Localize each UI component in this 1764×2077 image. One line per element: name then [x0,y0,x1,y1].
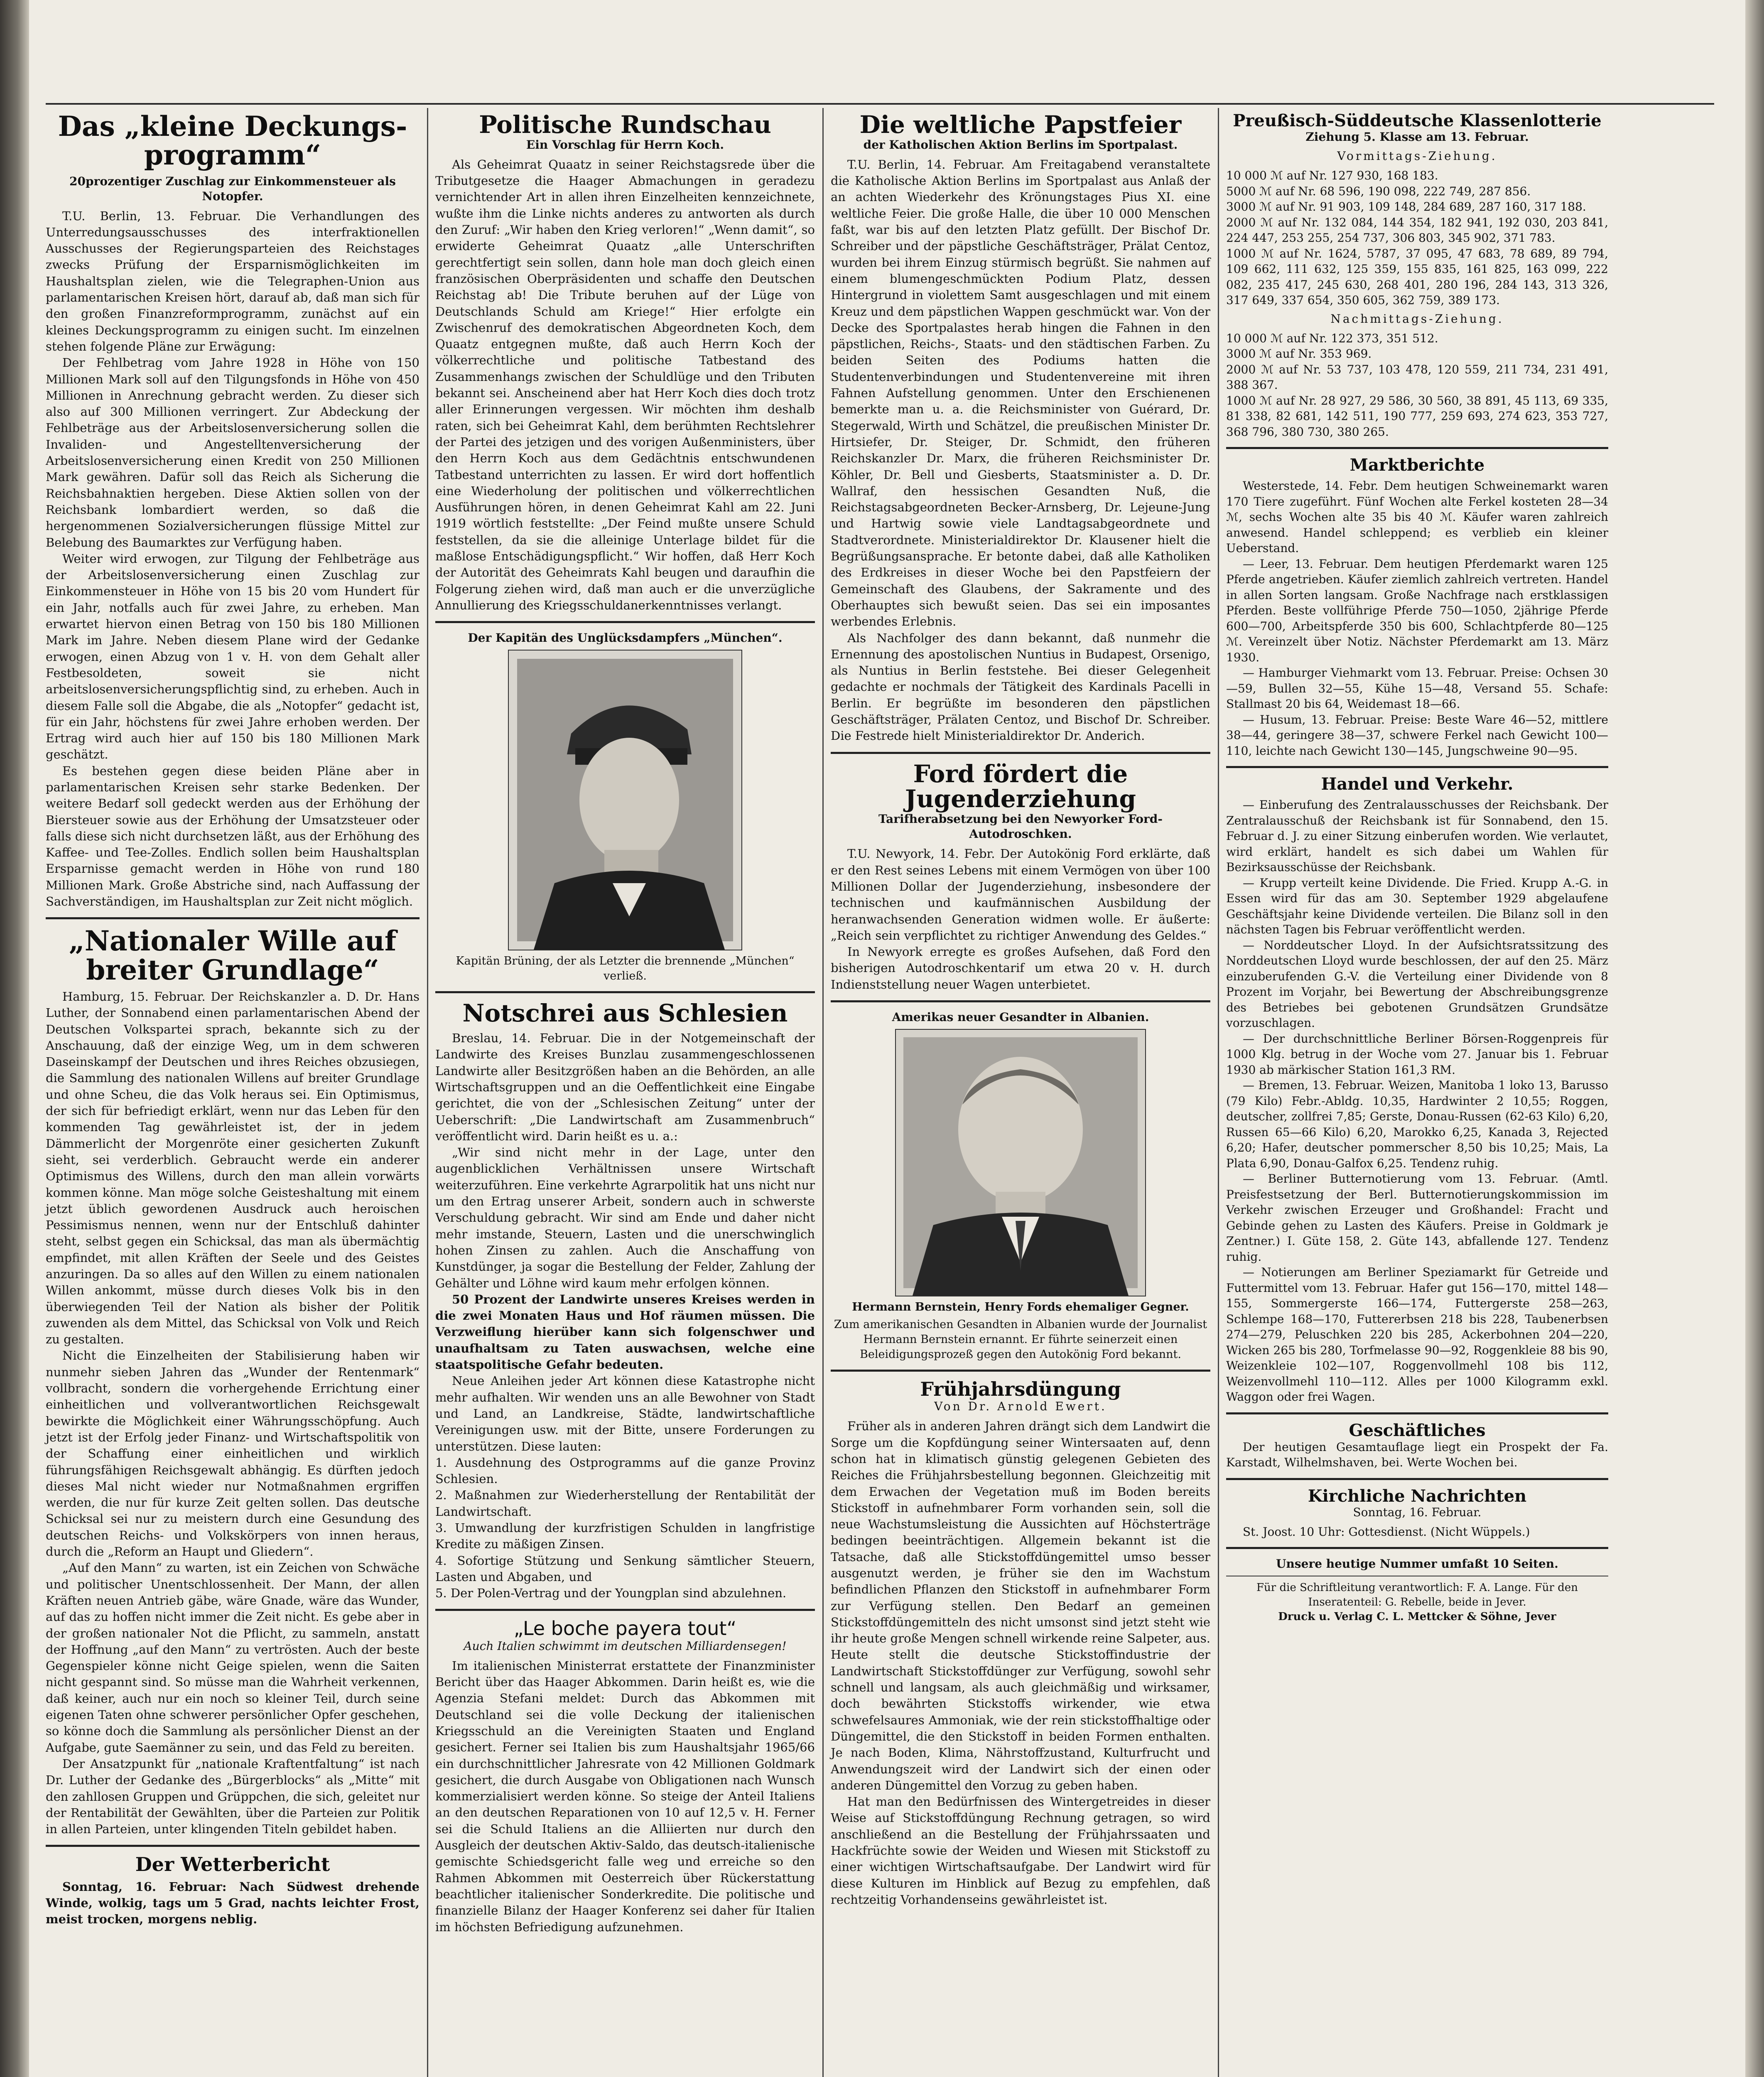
church-notice: St. Joost. 10 Uhr: Gottesdienst. (Nicht Wüppels.) [1243,1525,1530,1539]
lottery-line: 1000 ℳ auf Nr. 28 927, 29 586, 30 560, 38 891, 45 113, 69 335, 81 338, 82 681, 142 511, 190 777, 259 693, 274 623, 353 727, 368 796, 380 730, 380 265. [1226,393,1608,439]
section-divider [1226,766,1608,768]
article-paragraph: Als Nachfolger des dann bekannt, daß nunmehr die Ernennung des apostolischen Nuntius in Budapest, Orsenigo, als Nuntius in Berlin feststehe. Bei dieser Gelegenheit gedachte er nochmals der Tätigkeit des Kardinals Pacelli in Berlin. Er begrüßte im besonderen den päpstlichen Geschäftsträger, Prälaten Centoz, und Bischof Dr. Schreiber. Die Festrede hielt Ministerialdirektor Dr. Anderich. [831,631,1210,743]
trade-report: — Notierungen am Berliner Speziamarkt für Getreide und Futtermittel vom 13. Februar. Hafer gut 156—170, mittel 148—155, Sommergerste 166—174, Futtergerste 258—263, Schlempe 168—170, Futtererbsen 218 bis 228, Taubenerbsen 274—279, Peluschken 220 bis 285, Ackerbohnen 204—220, Wicken 265 bis 280, Torfmelasse 90—92, Roggenkleie 88 bis 90, Weizenkleie 102—107, Roggenvollmehl 108 bis 112, Weizenvollmehl 110—112. Alles per 1000 Kilogramm exkl. Waggon oder frei Wagen. [1226,1265,1608,1404]
trade-report: — Einberufung des Zentralausschusses der Reichsbank. Der Zentralausschuß der Reichsbank ist für Sonnabend, den 15. Februar d. J. zu einer Sitzung einberufen worden. Wie verlautet, wird erklärt, handelt es sich dabei um Wahlen für Bezirksausschüsse der Reichsbank. [1226,798,1608,874]
section-divider [46,1845,420,1847]
article-headline-ford: Ford fördert die Jugenderziehung [905,759,1136,813]
trade-report: — Norddeutscher Lloyd. In der Aufsichtsratssitzung des Norddeutschen Lloyd wurde beschlossen, der auf den 25. März einzuberufenden G.-V. die Verteilung einer Dividende von 8 Prozent im Vorjahr, bei Bewertung der Abschreibungsgrenze des Betriebes bei gebotenen Grundsätzen Grundsätze vorzuschlagen. [1226,938,1608,1030]
article-author: Von Dr. Arnold Ewert. [934,1399,1107,1414]
section-divider [435,991,815,993]
column-divider-3 [1218,108,1219,2077]
lottery-line: 5000 ℳ auf Nr. 68 596, 190 098, 222 749, 287 856. [1226,184,1531,198]
market-report: Westerstede, 14. Febr. Dem heutigen Schweinemarkt waren 170 Tiere zugeführt. Fünf Wochen alte Ferkel kosteten 28—34 ℳ, sechs Wochen alte 35 bis 40 ℳ. Käufer waren zahlreich anwesend. Handel schleppend; es verblieb ein kleiner Ueberstand. [1226,479,1608,555]
trade-report: — Bremen, 13. Februar. Weizen, Manitoba 1 loko 13, Barusso (79 Kilo) Febr.-Abldg. 10,35, Hardwinter 2 10,55; Roggen, deutscher, zollfrei 7,85; Gerste, Donau-Russen (62-63 Kilo) 6,20, Russen 65—66 Kilo) 6,20, Marokko 6,25, Kanada 3, Rejected 6,20; Hafer, deutscher pommerscher 8,50 bis 10,25; Mais, La Plata 6,90, Donau-Galfox 6,25. Tendenz ruhig. [1226,1078,1608,1170]
article-subtitle-tarif: Tarifherabsetzung bei den Newyorker Ford-Autodroschken. [878,812,1163,841]
section-divider [831,752,1210,754]
lottery-line: 10 000 ℳ auf Nr. 127 930, 168 183. [1226,169,1438,182]
scan-edge-left [0,0,29,2077]
trade-report: — Der durchschnittliche Berliner Börsen-Roggenpreis für 1000 Klg. betrug in der Woche vom 27. Januar bis 1. Februar 1930 ab märkischer Station 161,3 RM. [1226,1031,1608,1077]
demand-item: 2. Maßnahmen zur Wiederherstellung der Rentabilität der Landwirtschaft. [435,1488,815,1519]
article-paragraph: Der Ansatzpunkt für „nationale Kraftentfaltung“ ist nach Dr. Luther der Gedanke des „Bürgerblocks“ als „Mitte“ mit den zahllosen Gruppen und Grüppchen, die sich, geleitet nur der Rentabilität der Gewählten, über die Parteien zur Politik in allen Parteien, unter klingenden Titeln gebildet haben. [46,1756,420,1836]
article-paragraph: Es bestehen gegen diese beiden Pläne aber in parlamentarischen Kreisen sehr starke Bedenken. Der weitere Bedarf soll gedeckt werden aus der Erhöhung der Biersteuer sowie aus der Erhöhung der Umsatzsteuer oder falls diese sich nicht durchsetzen läßt, aus der Erhöhung des Kaffee- und Tee-Zolles. Endlich sollen beim Haushaltsplan Ersparnisse gemacht werden in Höhe von rund 180 Millionen Mark. Große Abstriche sind, nach Auffassung der Sachverständigen, im Haushaltsplan zur Zeit nicht möglich. [46,764,420,909]
demand-item: 1. Ausdehnung des Ostprogramms auf die ganze Provinz Schlesien. [435,1455,815,1486]
column-3 [831,112,1210,1908]
article-paragraph: T.U. Berlin, 14. Februar. Am Freitagabend veranstaltete die Katholische Aktion Berlins im Sportpalast aus Anlaß der an achten Wiederkehr des Krönungstages Pius XI. eine weltliche Feier. Die große Halle, die über 10 000 Menschen faßt, war bis auf den letzten Platz gefüllt. Der Bischof Dr. Schreiber und der päpstliche Geschäftsträger, Prälat Centoz, wurden bei ihrem Einzug stürmisch begrüßt. Sie nahmen auf einem blumengeschmückten Podium Platz, dessen Hintergrund in violettem Samt ausgeschlagen und mit einem Kreuz und dem päpstlichen Wappen geschmückt war. Von der Decke des Sportpalastes herab hingen die Fahnen in den päpstlichen, Reichs-, Staats- und den städtischen Farben. Zu beiden Seiten des Podiums hatten die Studentenverbindungen und Studentenvereine mit ihren Fahnen Aufstellung genommen. Unter den Erschienenen bemerkte man u. a. die Reichsminister von Guérard, Dr. Stegerwald, Wirth und Schätzel, die preußischen Minister Dr. Hirtsiefer, Dr. Steiger, Dr. Schmidt, den früheren Reichskanzler Dr. Marx, die früheren Reichsminister Dr. Köhler, Dr. Bell und Giesberts, Staatsminister a. D. Dr. Wallraf, den hessischen Gesandten Nuß, die Reichstagsabgeordneten Becker-Arnsberg, Dr. Lejeune-Jung und Hartwig sowie viele Landtagsabgeordnete und Stadtverordnete. Ministerialdirektor Dr. Klausener hielt die Begrüßungsansprache. Er betonte dabei, daß alle Katholiken des Erdkreises in dieser Woche bei den Papstfeiern der Gemeinschaft des Glaubens, der Sakramente und des Oberhauptes sich bewußt seien. Das sei ein imposantes werbendes Erlebnis. [831,157,1210,629]
article-paragraph: „Wir sind nicht mehr in der Lage, unter den augenblicklichen Verhältnissen unsere Wirtschaft weiterzuführen. Eine verkehrte Agrarpolitik hat uns nicht nur um den Ertrag unserer Arbeit, sondern auch in schwerste Verschuldung gebracht. Wir sind am Ende und daher nicht mehr imstande, Steuern, Lasten und die unerschwinglich hohen Zinsen zu zahlen. Auch die Anschaffung von Kunstdünger, ja sogar die Bestellung der Felder, Zahlung der Gehälter und Löhne wird kaum mehr erfolgen können. [435,1145,815,1290]
captain-portrait-photo [508,650,742,950]
article-paragraph: Hat man den Bedürfnissen des Wintergetreides in dieser Weise auf Stickstoffdüngung Rechnung getragen, so wird anschließend an die Bestellung der Frühjahrssaaten und Hackfrüchte sowie der Weiden und Wiesen mit Stickstoff zu einer wichtigen Wirtschaftsaufgabe. Der Landwirt wird für diese Kulturen im Hinblick auf Bezug zu empfehlen, daß rechtzeitig Vorhandenseins gewährleistet ist. [831,1795,1210,1907]
column-1 [46,112,420,1928]
article-headline-deckungsprogramm: Das „kleine Deckungs-programm“ [58,110,407,172]
article-paragraph-emphasis: 50 Prozent der Landwirte unseres Kreises werden in die zwei Monaten Haus und Hof räumen müssen. Die Verzweiflung hierüber kann sich folgenschwer und unaufhaltsam zu Taten auswachsen, welche eine staatspolitische Gefahr bedeuten. [435,1292,815,1372]
column-2 [435,112,815,1935]
photo-caption-bernstein-text: Zum amerikanischen Gesandten in Albanien wurde der Journalist Hermann Bernstein ernannt. Er führte seinerzeit einen Beleidigungsprozeß gegen den Autokönig Ford bekannt. [834,1318,1207,1361]
section-divider [1226,1412,1608,1414]
market-report: — Hamburger Viehmarkt vom 13. Februar. Preise: Ochsen 30—59, Bullen 32—55, Kühe 15—48, Versand 55. Schafe: Stallmast 20 bis 64, Weidemast 18—66. [1226,666,1608,711]
lottery-line: 2000 ℳ auf Nr. 132 084, 144 354, 182 941, 192 030, 203 841, 224 447, 253 255, 254 737, 306 803, 345 902, 371 783. [1226,215,1608,245]
scan-edge-right [1745,0,1764,2077]
lottery-headline: Preußisch-Süddeutsche Klassenlotterie [1233,111,1602,130]
lottery-subtitle: Ziehung 5. Klasse am 13. Februar. [1305,130,1529,144]
photo-caption-kapitaen: Kapitän Brüning, der als Letzter die brennende „München“ verließ. [456,955,795,983]
lottery-line: 10 000 ℳ auf Nr. 122 373, 351 512. [1226,331,1438,345]
article-headline-nationaler-wille: „Nationaler Wille auf breiter Grundlage“ [69,925,397,986]
weather-headline: Der Wetterbericht [135,1853,330,1876]
article-paragraph: Nicht die Einzelheiten der Stabilisierung haben wir nunmehr sieben Jahren das „Wunder der Rentenmark“ vollbracht, sondern die vorhergehende Errichtung einer einheitlichen und vollverantwortlichen Reichsgewalt bewirkte die Möglichkeit einer Währungsschöpfung. Auch jetzt ist der Erfolg jeder Finanz- und Wirtschaftspolitik von der Schaffung einer einheitlichen und wirklich führungsfähigen Reichsgewalt abhängig. Es dürften jedoch dieses Mal nicht wieder nur Notmaßnahmen ergriffen werden, die nur für kurze Zeit gelten sollen. Das deutsche Schicksal sei nur zu meistern durch eine Gesundung des deutschen Reichs- und Volkskörpers von innen heraus, durch die „Reform an Haupt und Gliedern“. [46,1348,420,1559]
article-headline-notschrei: Notschrei aus Schlesien [462,999,788,1028]
article-paragraph: Weiter wird erwogen, zur Tilgung der Fehlbeträge aus der Arbeitslosenversicherung einen Zuschlag zur Einkommensteuer in Höhe von 15 bis 20 vom Hundert für ein Jahr, notfalls auch für zwei Jahre, zu erheben. Man erwartet hiervon einen Betrag von 150 bis 180 Millionen Mark im Jahre. Neben diesem Plane wird der Gedanke erwogen, einen Abzug von 1 v. H. von dem Gehalt aller Festbesoldeten, soweit sie nicht arbeitslosenversicherungspflichtig sind, zu erheben. Auch in diesem Falle soll die Abgabe, die als „Notopfer“ gedacht ist, für ein Jahr, höchstens für zwei Jahre erhoben werden. Der Ertrag wird auch hier auf 150 bis 180 Millionen Mark geschätzt. [46,551,420,762]
business-notice: Der heutigen Gesamtauflage liegt ein Prospekt der Fa. Karstadt, Wilhelmshaven, bei. Werte Wochen bei. [1226,1440,1608,1469]
article-headline-politische-rundschau: Politische Rundschau [479,110,771,139]
lottery-afternoon-label: Nachmittags-Ziehung. [1330,312,1504,326]
business-headline: Geschäftliches [1349,1420,1486,1440]
photo-title-gesandter: Amerikas neuer Gesandter in Albanien. [892,1010,1149,1024]
church-date: Sonntag, 16. Februar. [1353,1505,1482,1519]
market-report: — Leer, 13. Februar. Dem heutigen Pferdemarkt waren 125 Pferde angetrieben. Käufer ziemlich zahlreich vertreten. Handel in allen Sorten langsam. Große Nachfrage nach erstklassigen Pferden. Beste vollführige Pferde 750—1050, 2jährige Pferde 600—700, Arbeitspferde 350 bis 600, Schlachtpferde 80—125 ℳ. Vereinzelt über Notiz. Nächster Pferdemarkt am 13. März 1930. [1226,557,1608,664]
photo-title-kapitaen: Der Kapitän des Unglücksdampfers „München“. [468,631,783,645]
section-divider [831,1370,1210,1372]
section-divider [435,621,815,623]
article-subtitle-vorschlag: Ein Vorschlag für Herrn Koch. [526,137,724,152]
article-headline-papstfeier: Die weltliche Papstfeier [859,110,1182,139]
column-divider-1 [427,108,428,2077]
lottery-line: 1000 ℳ auf Nr. 1624, 5787, 37 095, 47 683, 78 689, 89 794, 109 662, 111 632, 125 359, 155 835, 161 825, 163 099, 222 082, 235 417, 245 630, 268 401, 280 196, 284 143, 313 326, 317 649, 337 654, 350 605, 362 759, 389 173. [1226,246,1608,307]
article-paragraph: Als Geheimrat Quaatz in seiner Reichstagsrede über die Tributgesetze die Haager Abmachungen in geradezu vernichtender Art in allen ihren Einzelheiten kennzeichnete, wußte ihm die Linke nichts anderes zu antworten als durch den Zuruf: „Wir haben den Krieg verloren!“ „Wenn damit“, so erwiderte Geheimrat Quaatz „alle Unterschriften gerechtfertigt sein sollen, dann hole man doch gleich einen französischen Oberpräsidenten und schaffe den Deutschen Reichstag ab! Die Tribute beruhen auf der Lüge von Deutschlands Schuld am Kriege!“ Hier erfolgte ein Zwischenruf des demokratischen Abgeordneten Koch, dem Quaatz entgegnen mußte, daß auch Herrn Koch der völkerrechtliche und politische Tatbestand des Zusammenhangs zwischen der Schuldlüge und den Tributen bekannt sei. Anscheinend aber hat Herr Koch dies doch trotz aller Erinnerungen vergessen. Wir möchten ihm deshalb raten, sich bei Geheimrat Kahl, dem berühmten Rechtslehrer der Partei des jetzigen und des vorigen Außenministers, über den Herrn Koch aus dem Gedächtnis entschwundenen Tatbestand unterrichten zu lassen. Er wird dort hoffentlich eine Wiederholung der politischen und völkerrechtlichen Ausführungen hören, in denen Geheimrat Kahl am 22. Juni 1919 wörtlich feststellte: „Der Feind mußte unsere Schuld feststellen, da sie die alleinige Unterlage bildet für die maßlose Entschädigungspflicht.“ Wir hoffen, daß Herr Koch der Autorität des Geheimrats Kahl beugen und daraufhin die Folgerung ziehen wird, daß man auch er die unverzügliche Annullierung des Kriegsschuldanerkenntnisses verlangt. [435,157,815,612]
article-subtitle-italien: Auch Italien schwimmt im deutschen Milliardensegen! [464,1639,787,1653]
section-divider [46,917,420,919]
lottery-line: 2000 ℳ auf Nr. 53 737, 103 478, 120 559, 211 734, 231 491, 388 367. [1226,362,1608,392]
pages-note: Unsere heutige Nummer umfaßt 10 Seiten. [1276,1557,1558,1571]
trade-headline: Handel und Verkehr. [1321,774,1514,794]
colophon-editor: Für die Schriftleitung verantwortlich: F. A. Lange. Für den Inseratenteil: G. Rebelle, beide in Jever. [1256,1581,1578,1608]
header-rule [46,103,1714,105]
article-paragraph: Neue Anleihen jeder Art können diese Katastrophe nicht mehr aufhalten. Wir wenden uns an alle Bewohner von Stadt und Land, an Landkreise, Städte, landwirtschaftliche Vereinigungen usw. mit der Bitte, unsere Forderungen zu unterstützen. Diese lauten: [435,1374,815,1453]
church-headline: Kirchliche Nachrichten [1308,1486,1527,1506]
section-divider [1226,1478,1608,1480]
photo-caption-bernstein-name: Hermann Bernstein, Henry Fords ehemaliger Gegner. [852,1301,1189,1314]
colophon-printer: Druck u. Verlag C. L. Mettcker & Söhne, Jever [1278,1611,1556,1623]
article-paragraph: Der Fehlbetrag vom Jahre 1928 in Höhe von 150 Millionen Mark soll auf den Tilgungsfonds in Höhe von 450 Millionen in Anrechnung gebracht werden. Zu dieser sich also auf 300 Millionen verringert. Zur Abdeckung der Fehlbeträge aus der Arbeitslosenversicherung sollen die Invaliden- und Angestelltenversicherung der Arbeitslosenversicherung einen Kredit von 250 Millionen Mark gewähren. Dafür soll das Reich als Sicherung die Reichsbahnaktien hergeben. Diese Aktien sollen von der Reichsbank lombardiert werden, so daß die hergenommenen Sozialversicherungen flüssige Mittel zur Belebung des Baumarktes zur Verfügung haben. [46,356,420,550]
article-paragraph: T.U. Newyork, 14. Febr. Der Autokönig Ford erklärte, daß er den Rest seines Lebens mit einem Vermögen von über 100 Millionen Dollar der Jugenderziehung, insbesondere der technischen und kaufmännischen Ausbildung der heranwachsenden Generation widmen wolle. Er äußerte: „Reich sein verpflichtet zu richtiger Anwendung des Geldes.“ [831,847,1210,943]
column-divider-2 [822,108,824,2077]
lottery-morning-label: Vormittags-Ziehung. [1337,149,1497,163]
trade-report: — Krupp verteilt keine Dividende. Die Fried. Krupp A.-G. in Essen wird für das am 30. September 1929 abgelaufene Geschäftsjahr keine Dividende verteilen. Die Bilanz soll in den nächsten Tagen bis Februar veröffentlicht werden. [1226,876,1608,936]
lottery-line: 3000 ℳ auf Nr. 353 969. [1226,347,1372,361]
market-report: — Husum, 13. Februar. Preise: Beste Ware 46—52, mittlere 38—44, geringere 38—37, schwere Ferkel nach Gewicht 100—110, leichte nach Gewicht 130—145, Jungschweine 90—95. [1226,712,1608,758]
article-subtitle-notopfer: 20prozentiger Zuschlag zur Einkommensteuer als Notopfer. [69,174,396,203]
trade-report: — Berliner Butternotierung vom 13. Februar. (Amtl. Preisfestsetzung der Berl. Butternotierungskommission im Verkehr zwischen Erzeuger und Großhandel: Fracht und Gebinde gehen zu Lasten des Käufers. Preise in Goldmark je Zentner.) I. Güte 158, 2. Güte 143, abfallende 127. Tendenz ruhig. [1226,1172,1608,1264]
article-paragraph: Hamburg, 15. Februar. Der Reichskanzler a. D. Dr. Hans Luther, der Sonnabend einen parlamentarischen Abend der Deutschen Volkspartei sprach, bekannte sich zu der Anschauung, daß der einzige Weg, um in dem schweren Daseinskampf der Deutschen und ihres Reiches obzusiegen, die Sammlung des nationalen Willens auf breiter Grundlage und ohne Scheu, die das Volk heraus sei. Ein Optimismus, der sich für befriedigt erklärt, wenn nur das Leben für den kommenden Tag gewährleistet ist, der in jedem Dämmerlicht der Morgenröte einer gesicherten Zukunft sieht, sei verderblich. Gebraucht werde ein anderer Optimismus des Willens, durch den man allein vorwärts kommen könne. Man möge solche Geisteshaltung mit einem jetzt üblich gewordenen Ausdruck auch heroischen Pessimismus nennen, wenn nur der Entschluß dahinter steht, selbst gegen ein Schicksal, das man als übermächtig empfindet, mit allen Kräften der Seele und des Geistes anzuringen. Da so alles auf den Willen zu einem nationalen Willen ankommt, müsse durch dieses Volk bis in den überwiegenden Teil der Nation als bisher der Politik zuwenden als dem Mittel, das Schicksal von Volk und Reich zu gestalten. [46,989,420,1347]
article-paragraph: Früher als in anderen Jahren drängt sich dem Landwirt die Sorge um die Kopfdüngung seiner Wintersaaten auf, denn schon hat in klimatisch günstig gelegenen Gebieten des Reiches die Frühjahrsbestellung begonnen. Gleichzeitig mit dem Erwachen der Vegetation muß im Boden bereits Stickstoff in aufnehmbarer Form vorhanden sein, soll die neue Wachstumsleistung die Aussichten auf Höchsterträge bedingen beeinträchtigen. Allgemein bekannt ist die Tatsache, daß alle Stickstoffdüngemittel umso besser ausgenutzt werden, je früher sie den im Wachstum befindlichen Pflanzen den Stickstoff in aufnehmbarer Form zur Verfügung stellen. Den Bedarf an gemeinen Stickstoffdüngemitteln des nicht umsonst sind jetzt steht wie ihr heute große Mengen schnell wirkende reine Salpeter, aus. Heute stellt die deutsche Stickstoffindustrie der Landwirtschaft Stickstoffdünger zur Verfügung, sowohl sehr schnell und langsam, als auch gleichmäßig und wirksamer, doch bewährten Stickstoffs wirkender, wie etwa schwefelsaures Ammoniak, wie der rein stickstoffhaltige oder Düngemittel, die den Stickstoff in beiden Formen enthalten. Je nach Boden, Klima, Nährstoffzustand, Kulturfrucht und Anwendungszeit wird der Landwirt sich der einen oder anderen Düngemittel den Vorzug zu geben haben. [831,1419,1210,1792]
weather-report: Sonntag, 16. Februar: Nach Südwest drehende Winde, wolkig, tags um 5 Grad, nachts leichter Frost, meist trocken, morgens neblig. [46,1879,420,1927]
demand-item: 5. Der Polen-Vertrag und der Youngplan sind abzulehnen. [435,1586,787,1601]
article-subtitle-sportpalast: der Katholischen Aktion Berlins im Sportpalast. [863,137,1178,152]
demand-item: 4. Sofortige Stützung und Senkung sämtlicher Steuern, Lasten und Abgaben, und [435,1553,815,1584]
article-headline-le-boche: „Le boche payera tout“ [513,1617,737,1640]
article-paragraph: „Auf den Mann“ zu warten, ist ein Zeichen von Schwäche und politischer Unentschlossenheit. Der Mann, der allen Kräften neuen Antrieb gäbe, wäre Gnade, wäre das Wunder, auf das zu hoffen nicht immer die Zeit nicht. Es gebe aber in der großen nationaler Not die Pflicht, zu sammeln, anstatt der Hoffnung „auf den Mann“ zu vertrösten. Auch der beste Gegenspieler könne nicht Geige spielen, wenn die Saiten nicht gespannt sind. So müsse man die Wahrheit verkennen, daß keiner, auch nur ein noch so kleiner Teil, durch seine eigenen Taten ohne schwerer persönlicher Opfer geschehen, so könne doch die Sammlung als persönlicher Dienst an der Aufgabe, gute Saemänner zu sein, und das Feld zu bereiten. [46,1561,420,1755]
column-4 [1226,112,1608,1624]
market-headline: Marktberichte [1349,455,1485,475]
section-divider [435,1609,815,1611]
section-divider [831,1000,1210,1002]
article-paragraph: In Newyork erregte es großes Aufsehen, daß Ford den bisherigen Autodroschkentarif um etwa 20 v. H. durch Indienststellung neuer Wagen unterbietet. [831,945,1210,992]
article-paragraph: T.U. Berlin, 13. Februar. Die Verhandlungen des Unterredungsausschusses des interfraktionellen Ausschusses der Regierungsparteien des Reichstages zwecks Prüfung der Ersparnismöglichkeiten im Haushaltsplan zielen, wie die Telegraphen-Union aus parlamentarischen Kreisen hört, darauf ab, daß man sich für den großen Finanzreformprogramm, zunächst auf ein kleines Deckungsprogramm zu einigen sucht. Im einzelnen stehen folgende Pläne zur Erwägung: [46,209,420,354]
article-paragraph: Breslau, 14. Februar. Die in der Notgemeinschaft der Landwirte des Kreises Bunzlau zusammengeschlossenen Landwirte aller Besitzgrößen haben an die Behörden, an alle Wirtschaftsgruppen und an die Oeffentlichkeit eine Eingabe gerichtet, die von der „Schlesischen Zeitung“ unter der Ueberschrift: „Die Landwirtschaft am Zusammenbruch“ veröffentlicht wird. Darin heißt es u. a.: [435,1031,815,1143]
lottery-line: 3000 ℳ auf Nr. 91 903, 109 148, 284 689, 287 160, 317 188. [1226,200,1586,214]
article-headline-fruehjahrsduengung: Frühjahrsdüngung [920,1378,1121,1401]
section-divider [1226,1547,1608,1549]
section-divider [1226,447,1608,449]
demand-item: 3. Umwandlung der kurzfristigen Schulden in langfristige Kredite zu mäßigen Zinsen. [435,1521,815,1552]
bernstein-portrait-photo [895,1029,1146,1296]
article-paragraph: Im italienischen Ministerrat erstattete der Finanzminister Bericht über das Haager Abkommen. Darin heißt es, wie die Agenzia Stefani meldet: Durch das Abkommen mit Deutschland sei die volle Deckung der italienischen Kriegsschuld an die Vereinigten Staaten und England gesichert. Ferner sei Italien bis zum Haushaltsjahr 1965/66 ein durchschnittlicher Jahresrate von 42 Millionen Goldmark gesichert, die durch Ausgabe von Obligationen nach Wunsch kommerzialisiert werden könne. So steige der Anteil Italiens an den deutschen Reparationen von 10 auf 12,5 v. H. Ferner sei die Schuld Italiens an die Alliierten nur durch den Ausgleich der deutschen Aktiv-Saldo, das deutsch-italienische gemischte Schiedsgericht falle weg und erreiche so den Rahmen Abkommen mit Oesterreich über Rückerstattung beachtlicher italienischer Sonderkredite. Die politische und finanzielle Bilanz der Haager Konferenz sei daher für Italien im höchsten Befriedigung aufzunehmen. [435,1658,815,1934]
